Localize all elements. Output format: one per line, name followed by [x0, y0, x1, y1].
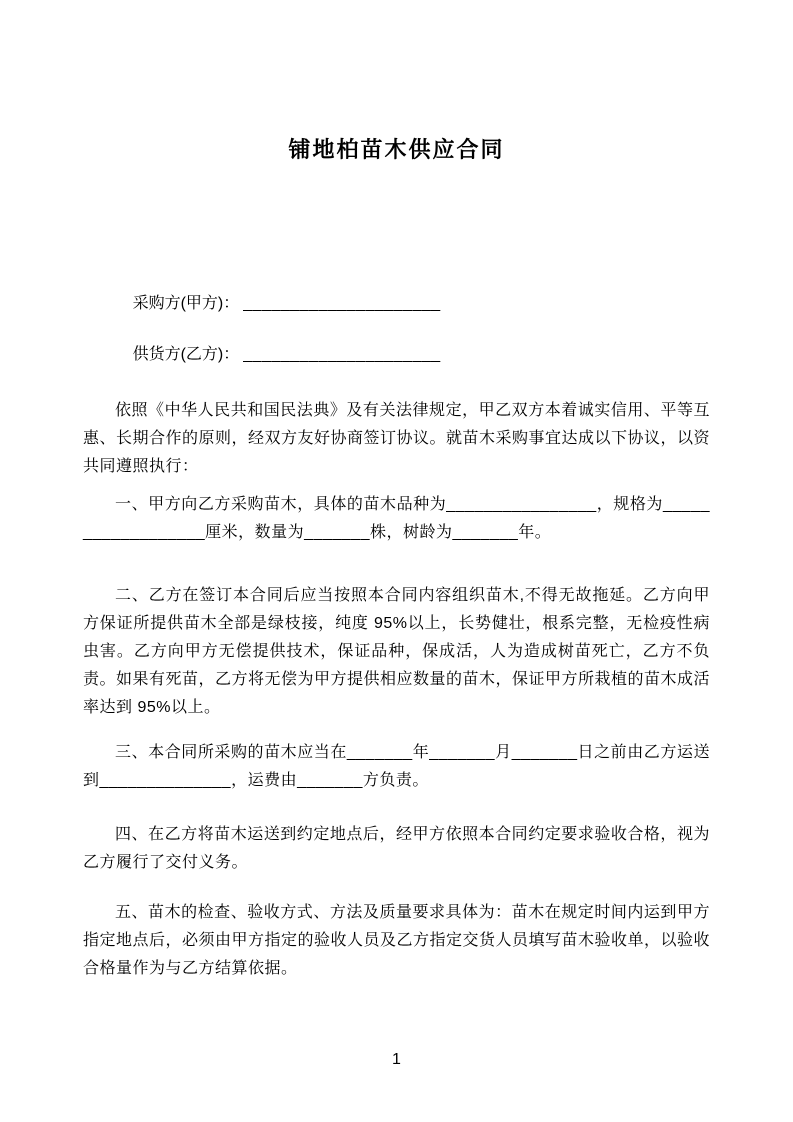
- clause-5-paragraph: 五、苗木的检查、验收方式、方法及质量要求具体为：苗木在规定时间内运到甲方指定地点后，必须由甲方指定的验收人员及乙方指定交货人员填写苗木验收单，以验收合格量作为与乙方结算依据。: [83, 904, 711, 977]
- clause-1-paragraph: 一、甲方向乙方采购苗木，具体的苗木品种为________________，规格为__________________厘米，数量为_______株，树龄为_______年。: [83, 496, 710, 541]
- buyer-blank: _____________________: [243, 295, 441, 312]
- page-footer: [0, 1048, 793, 1072]
- page-number: 1: [392, 1051, 401, 1068]
- clause-2-paragraph: 二、乙方在签订本合同后应当按照本合同内容组织苗木,不得无故拖延。乙方向甲方保证所提供苗木全部是绿枝接，纯度 95%以上，长势健壮，根系完整，无检疫性病虫害。乙方向甲方无偿提供技术，保证品种，保成活，人为造成树苗死亡，乙方不负责。如果有死苗，乙方将无偿为甲方提供相应数量的苗木，保证甲方所栽植的苗木成活率达到 95%以上。: [83, 587, 711, 716]
- supplier-label: 供货方(乙方)：: [132, 346, 240, 363]
- clause-4-paragraph: 四、在乙方将苗木运送到约定地点后，经甲方依照本合同约定要求验收合格，视为乙方履行了交付义务。: [83, 826, 710, 871]
- supplier-blank: _____________________: [243, 346, 441, 363]
- buyer-label: 采购方(甲方)：: [132, 295, 240, 312]
- buyer-line: [83, 290, 710, 318]
- preamble-paragraph: 依照《中华人民共和国民法典》及有关法律规定，甲乙双方本着诚实信用、平等互惠、长期合作的原则，经双方友好协商签订协议。就苗木采购事宜达成以下协议，以资共同遵照执行：: [83, 402, 711, 475]
- clause-3-paragraph: 三、本合同所采购的苗木应当在_______年_______月_______日之前由乙方运送到______________，运费由_______方负责。: [83, 744, 710, 789]
- supplier-line: [83, 341, 710, 369]
- document-title: 铺地柏苗木供应合同: [288, 137, 505, 162]
